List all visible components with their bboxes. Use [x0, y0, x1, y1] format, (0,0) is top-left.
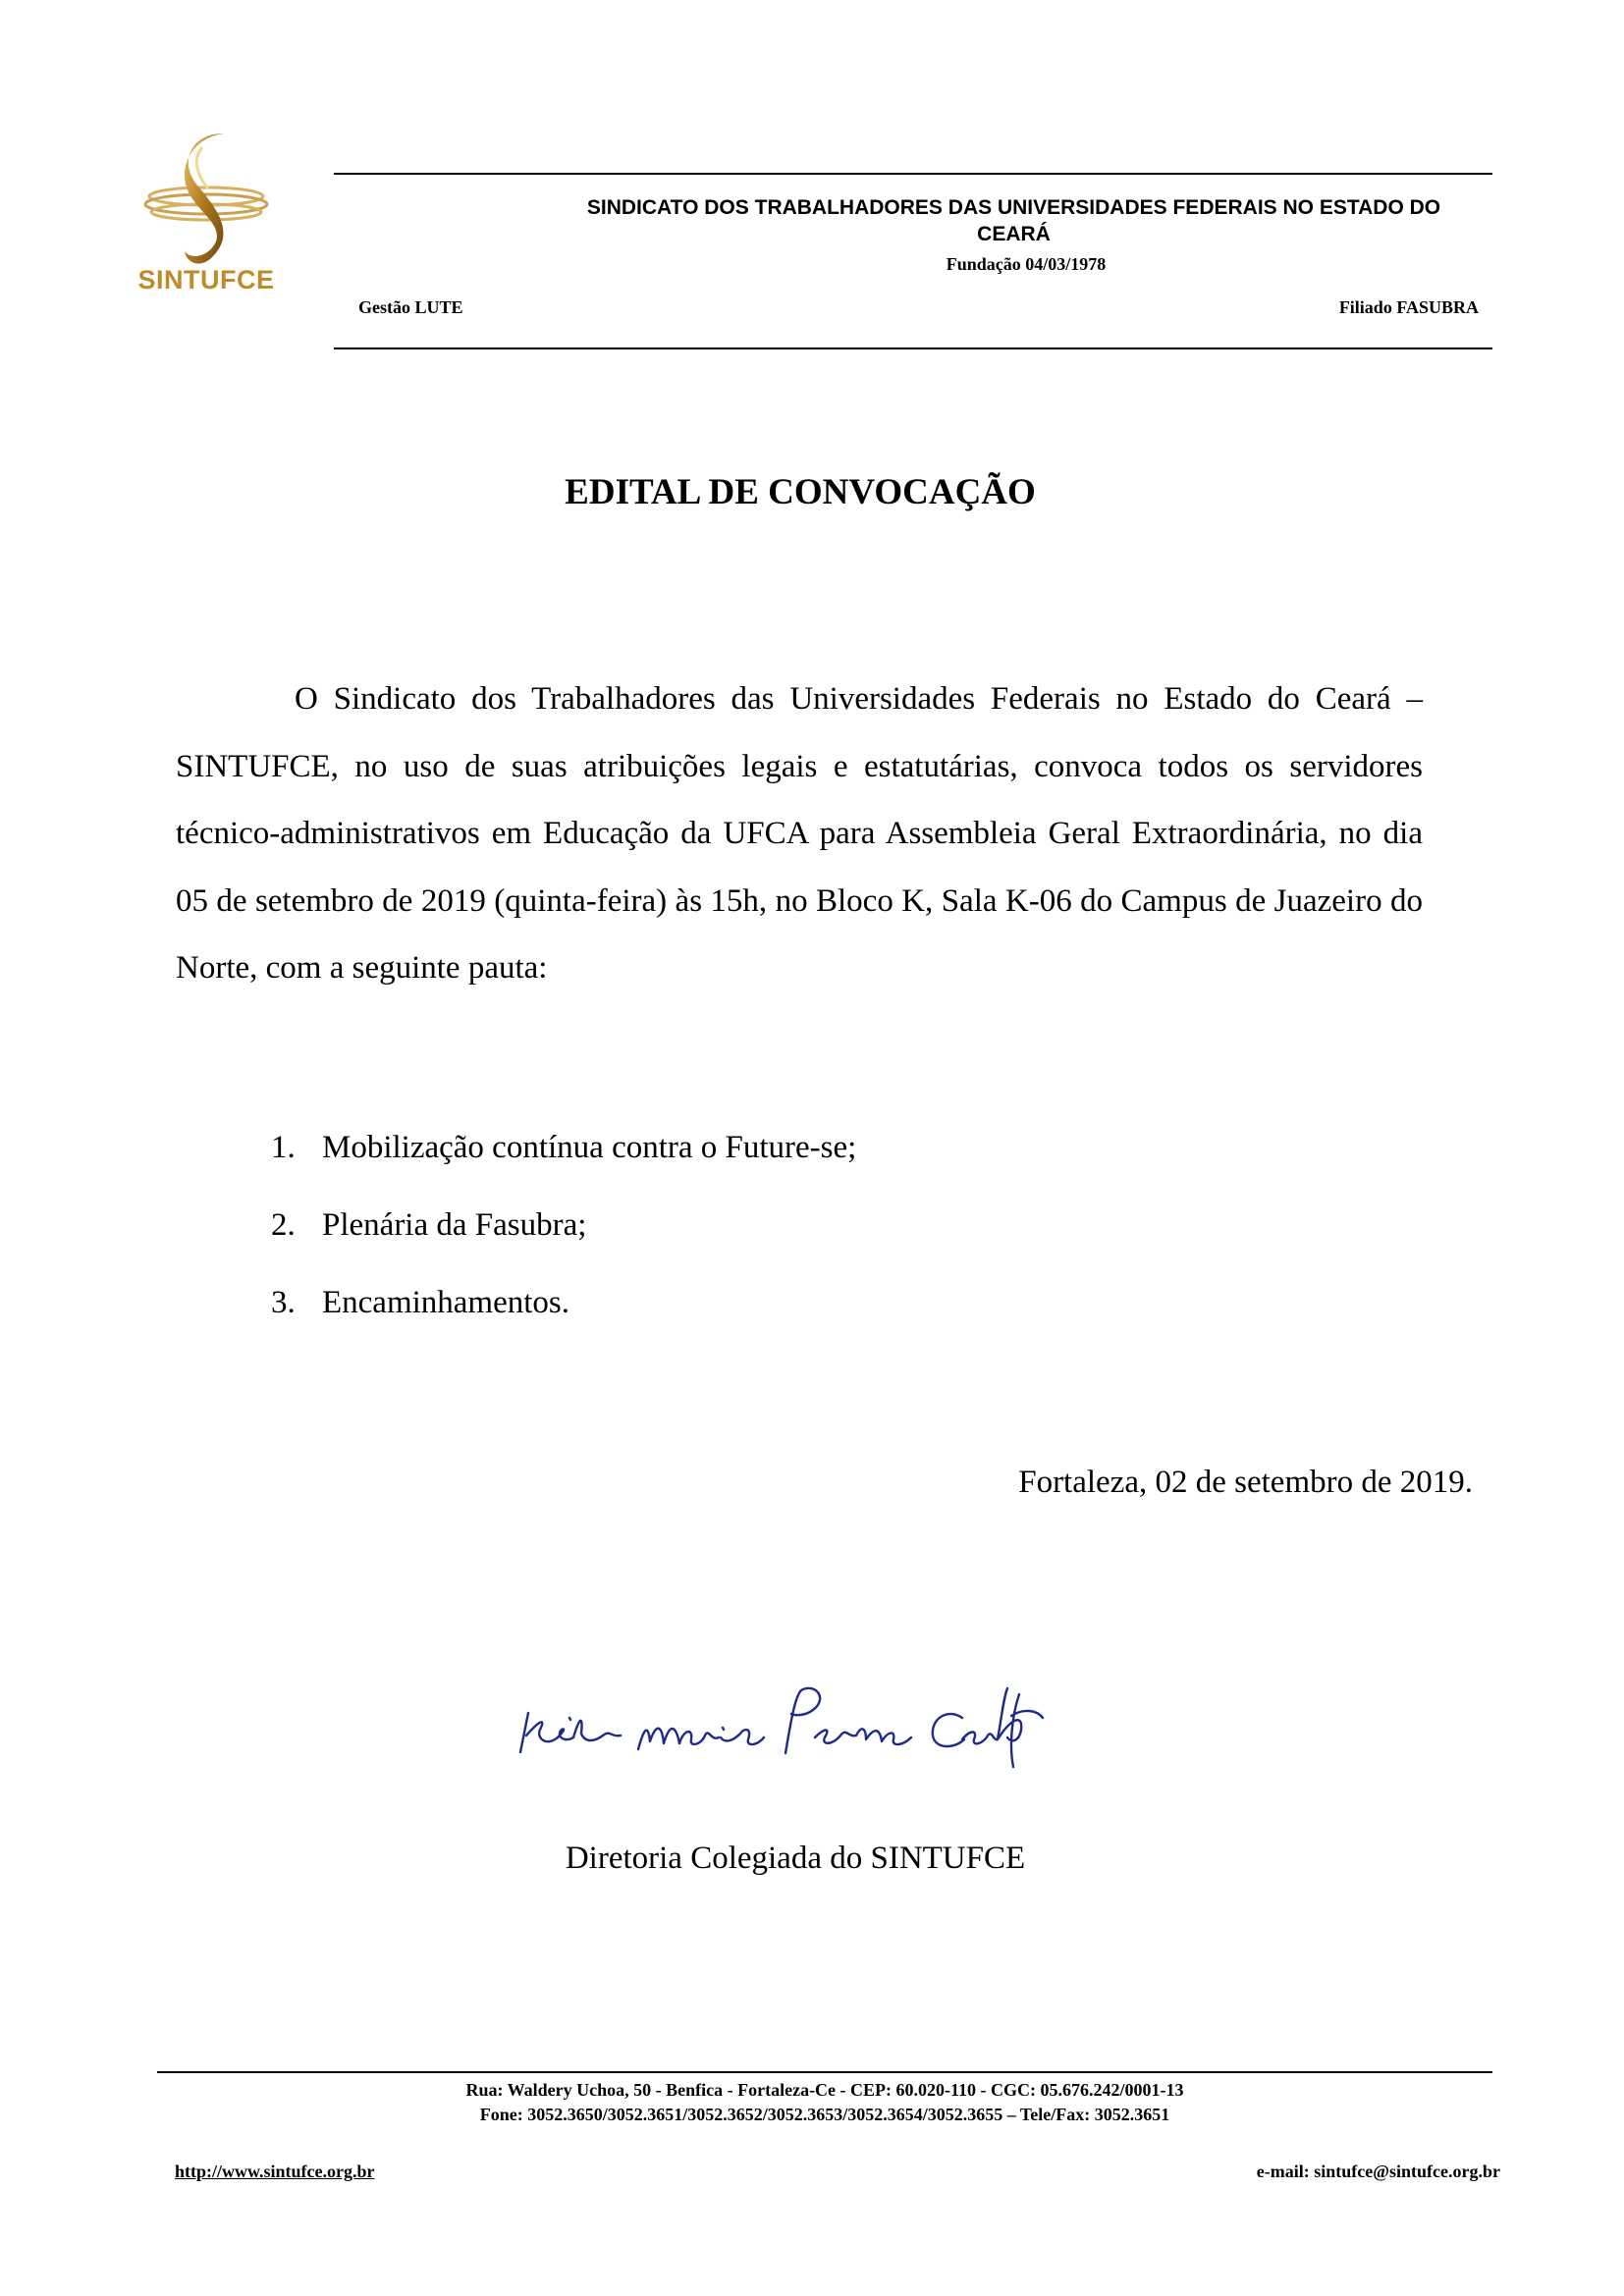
document-title: EDITAL DE CONVOCAÇÃO — [565, 472, 1036, 512]
agenda-item-text: Encaminhamentos. — [322, 1285, 570, 1320]
footer-website-link[interactable]: http://www.sintufce.org.br — [175, 2162, 375, 2181]
management-label: Gestão LUTE — [358, 297, 463, 317]
affiliation-label: Filiado FASUBRA — [1338, 297, 1479, 317]
header-top-rule — [334, 173, 1492, 175]
logo-wordmark: SINTUFCE — [137, 265, 275, 294]
signatory: Diretoria Colegiada do SINTUFCE — [565, 1841, 1026, 1876]
footer-email[interactable]: e-mail: sintufce@sintufce.org.br — [1256, 2162, 1500, 2181]
handwritten-signature — [501, 1659, 1060, 1777]
footer-address: Rua: Waldery Uchoa, 50 - Benfica - Fortaleza-Ce - CEP: 60.020-110 - CGC: 05.676.242/0001-13 — [465, 2080, 1184, 2100]
agenda-item-text: Plenária da Fasubra; — [322, 1207, 587, 1243]
agenda-item-number: 3. — [271, 1285, 296, 1320]
agenda-item-text: Mobilização contínua contra o Future-se; — [322, 1130, 857, 1165]
convocation-paragraph: O Sindicato dos Trabalhadores das Universidades Federais no Estado do Ceará – SINTUFCE, no uso de suas atribuições legais e estatutárias, convoca todos os servidores técnico-administrativos em Educação da UFCA para Assembleia Geral Extraordinária, no dia 05 de setembro de 2019 (quinta-feira) às 15h, no Bloco K, Sala K-06 do Campus de Juazeiro do Norte, com a seguinte pauta: — [176, 681, 1423, 986]
foundation-date: Fundação 04/03/1978 — [946, 254, 1107, 274]
union-name-line2: CEARÁ — [977, 223, 1051, 245]
union-name-line1: SINDICATO DOS TRABALHADORES DAS UNIVERSIDADES FEDERAIS NO ESTADO DO — [586, 196, 1441, 219]
union-name — [535, 194, 1492, 247]
footer-rule — [157, 2071, 1492, 2073]
footer-phones: Fone: 3052.3650/3052.3651/3052.3652/3052.3653/3052.3654/3052.3655 – Tele/Fax: 3052.3651 — [479, 2105, 1170, 2124]
header-bottom-rule — [334, 347, 1492, 349]
footer-contact — [157, 2078, 1492, 2127]
agenda-item-number: 1. — [271, 1130, 296, 1165]
place-and-date: Fortaleza, 02 de setembro de 2019. — [1018, 1465, 1473, 1500]
agenda-item-number: 2. — [271, 1207, 296, 1243]
